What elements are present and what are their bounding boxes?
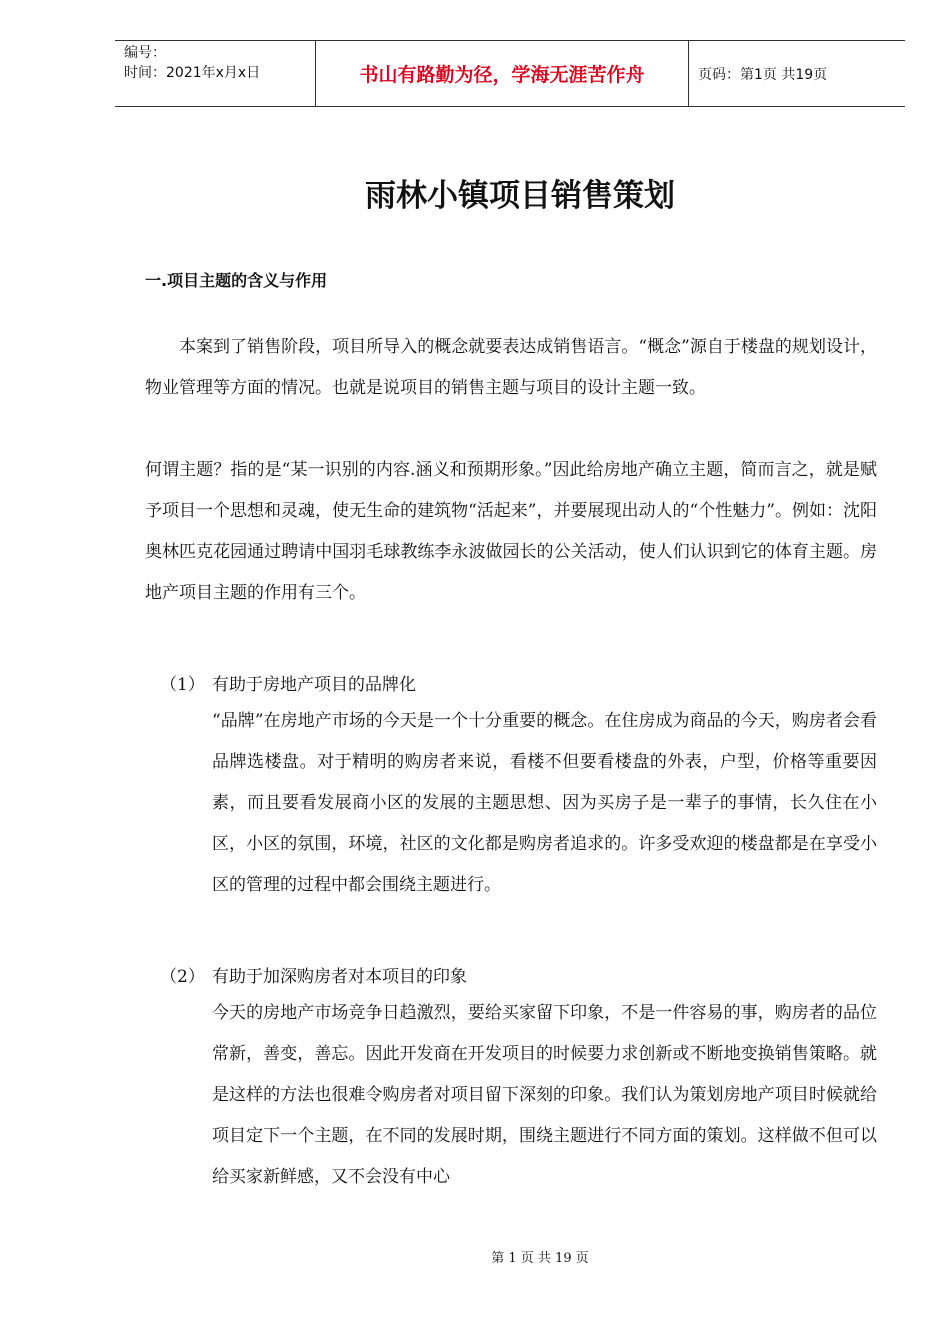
header-page-label: 页码：第1页 共19页 — [698, 66, 828, 83]
header-number-label: 编号： — [124, 45, 166, 61]
paragraph-theme-definition: 何谓主题？指的是“某一识别的内容.涵义和预期形象。”因此给房地产确立主题，简而言之，就是赋予项目一个思想和灵魂，使无生命的建筑物“活起来”，并要展现出动人的“个性魅力”。例如：沈阳奥林匹克花园通过聘请中国羽毛球教练李永波做园长的公关活动，使人们认识到它的体育主题。房地产项目主题的作用有三个。 — [145, 460, 877, 603]
header-info-cell — [115, 41, 316, 106]
list-item-number: （2） — [160, 967, 205, 987]
document-title: 雨林小镇项目销售策划 — [365, 178, 675, 214]
section-heading: 一.项目主题的含义与作用 — [145, 271, 328, 290]
paragraph-intro: 本案到了销售阶段，项目所导入的概念就要表达成销售语言。“概念”源自于楼盘的规划设计，物业管理等方面的情况。也就是说项目的销售主题与项目的设计主题一致。 — [145, 337, 877, 398]
list-item-heading — [160, 670, 416, 695]
document-header — [115, 40, 905, 107]
list-item-number: （1） — [160, 675, 205, 695]
list-item-title: 有助于加深购房者对本项目的印象 — [212, 967, 467, 987]
header-time-label: 时间：2021年x月x日 — [124, 65, 261, 81]
list-item-body: 今天的房地产市场竞争日趋激烈，要给买家留下印象，不是一件容易的事，购房者的品位常新，善变，善忘。因此开发商在开发项目的时候要力求创新或不断地变换销售策略。就是这样的方法也很难令购房者对项目留下深刻的印象。我们认为策划房地产项目时候就给项目定下一个主题，在不同的发展时期，围绕主题进行不同方面的策划。这样做不但可以给买家新鲜感，又不会没有中心 — [212, 1003, 877, 1187]
page-footer: 第 1 页 共 19 页 — [491, 1251, 589, 1266]
list-item-body: “品牌”在房地产市场的今天是一个十分重要的概念。在住房成为商品的今天，购房者会看品牌选楼盘。对于精明的购房者来说，看楼不但要看楼盘的外表，户型，价格等重要因素，而且要看发展商小区的发展的主题思想、因为买房子是一辈子的事情，长久住在小区，小区的氛围，环境，社区的文化都是购房者追求的。许多受欢迎的楼盘都是在享受小区的管理的过程中都会围绕主题进行。 — [212, 711, 877, 895]
header-motto: 书山有路勤为径，学海无涯苦作舟 — [316, 41, 689, 106]
list-item-heading — [160, 962, 467, 987]
list-item-title: 有助于房地产项目的品牌化 — [212, 675, 416, 695]
